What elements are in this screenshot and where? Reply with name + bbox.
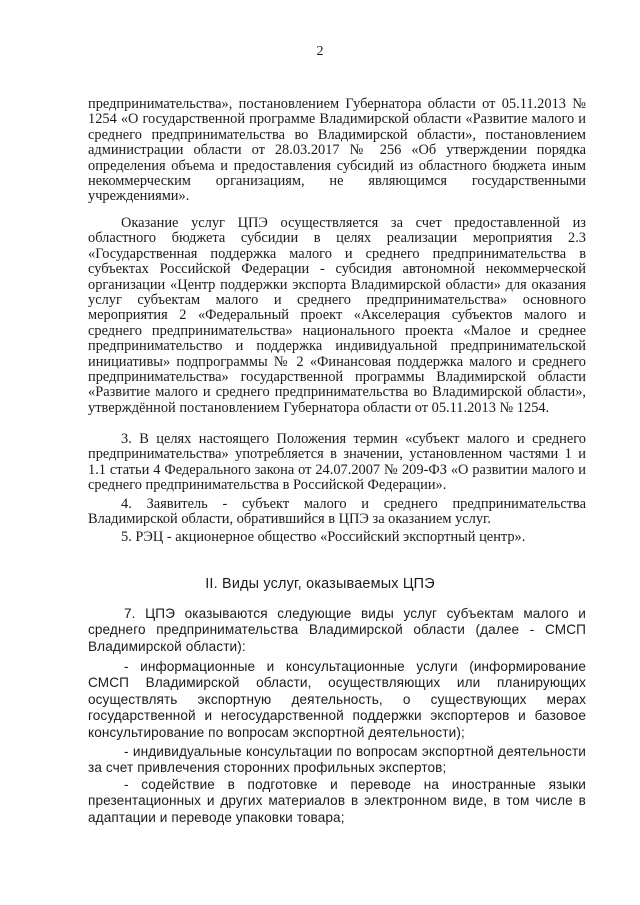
paragraph-7-services: 7. ЦПЭ оказываются следующие виды услуг субъектам малого и среднего предпринимательства Владимирской области (далее - СМСП Владимирской области): <box>88 606 586 654</box>
page-number: 2 <box>316 44 324 59</box>
paragraph-legal-basis: предпринимательства», постановлением Губернатора области от 05.11.2013 № 1254 «О государственной программе Владимирской области «Развитие малого и среднего предпринимательства во Владимирской области», постановлением администрации области от 28.03.2017 № 256 «Об утверждении порядка определения объема и предоставления субсидий из областного бюджета иным некоммерческим организациям, не являющимся государственными учреждениями». <box>88 96 586 205</box>
paragraph-3-term-definition: 3. В целях настоящего Положения термин «субъект малого и среднего предпринимательства» употребляется в значении, установленном частями 1 и 1.1 статьи 4 Федерального закона от 24.07.2007 № 209-ФЗ «О развитии малого и среднего предпринимательства в Российской Федерации». <box>88 431 586 494</box>
paragraph-funding: Оказание услуг ЦПЭ осуществляется за счет предоставленной из областного бюджета субсидии в целях реализации мероприятия 2.3 «Государственная поддержка малого и среднего предпринимательства в субъектах Российской Федерации - субсидия автономной некоммерческой организации «Центр поддержки экспорта Владимирской области» для оказания услуг субъектам малого и среднего предпринимательства» основного мероприятия 2 «Федеральный проект «Акселерация субъектов малого и среднего предпринимательства» национального проекта «Малое и среднее предпринимательство и поддержка индивидуальной предпринимательской инициативы» подпрограммы № 2 «Финансовая поддержка малого и среднего предпринимательства» государственной программы Владимирской области «Развитие малого и среднего предпринимательства во Владимирской области», утверждённой постановлением Губернатора области от 05.11.2013 № 1254. <box>88 215 586 416</box>
paragraph-5-rec: 5. РЭЦ - акционерное общество «Российский экспортный центр». <box>121 529 526 545</box>
list-item-translation-assistance: - содействие в подготовке и переводе на иностранные языки презентационных и других материалов в электронном виде, в том числе в адаптации и переводе упаковки товара; <box>88 777 586 825</box>
list-item-individual-consultations: - индивидуальные консультации по вопросам экспортной деятельности за счет привлечения сторонних профильных экспертов; <box>88 744 586 776</box>
list-item-info-services: - информационные и консультационные услуги (информирование СМСП Владимирской области, осуществляющих или планирующих осуществлять экспортную деятельность, о существующих мерах государственной и негосударственной поддержки экспортеров и базовое консультирование по вопросам экспортной деятельности); <box>88 659 586 740</box>
paragraph-4-applicant: 4. Заявитель - субъект малого и среднего предпринимательства Владимирской области, обратившийся в ЦПЭ за оказанием услуг. <box>88 496 586 528</box>
section-heading: II. Виды услуг, оказываемых ЦПЭ <box>205 576 435 592</box>
